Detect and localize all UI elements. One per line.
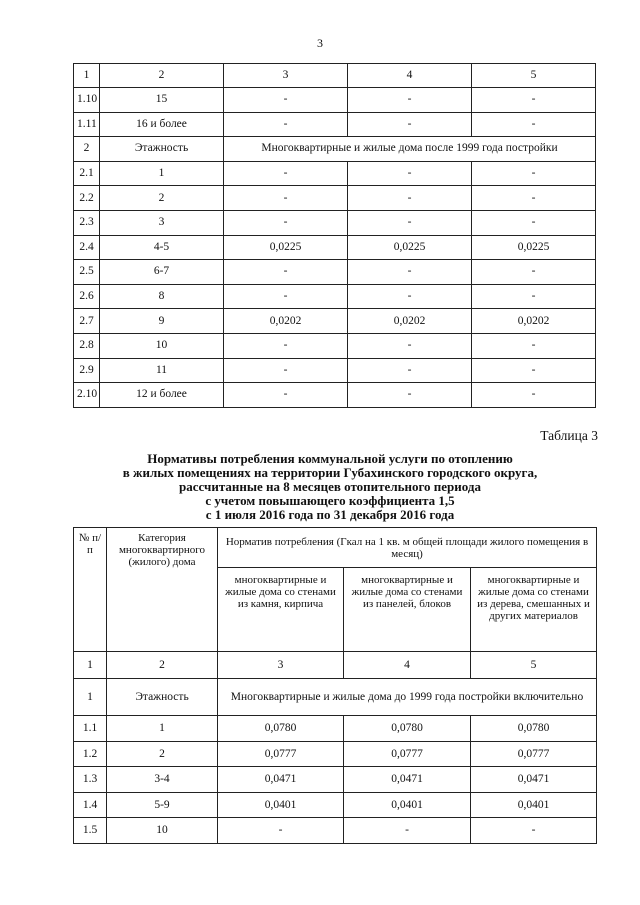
value-cell: - [224, 383, 348, 408]
value-cell: - [224, 260, 348, 285]
row-label-cell: 3-4 [107, 767, 218, 793]
table-row [74, 210, 596, 235]
row-number-cell: 1.11 [74, 112, 100, 137]
title-line: с учетом повышающего коэффициента 1,5 [205, 493, 455, 508]
value-cell: 3 [218, 652, 344, 679]
row-label-cell: 3 [100, 210, 224, 235]
value-cell: 0,0225 [348, 235, 472, 260]
value-cell: 0,0202 [472, 309, 596, 334]
table-row [74, 186, 596, 211]
table-row [74, 383, 596, 408]
col-header-category: Категория многоквартирного (жилого) дома [107, 528, 218, 652]
value-cell: 0,0777 [218, 741, 344, 767]
value-cell: 4 [344, 652, 471, 679]
value-cell: - [472, 88, 596, 113]
row-label-cell: 12 и более [100, 383, 224, 408]
table-row [74, 792, 597, 818]
row-label-cell: 2 [100, 64, 224, 88]
table-row [74, 358, 596, 383]
value-cell: Многоквартирные и жилые дома после 1999 года постройки [224, 137, 596, 162]
row-label-cell: 2 [107, 741, 218, 767]
value-cell: 0,0780 [218, 716, 344, 742]
table-row [74, 818, 597, 844]
value-cell: - [344, 818, 471, 844]
value-cell: - [472, 161, 596, 186]
value-cell: 0,0401 [218, 792, 344, 818]
table-row [74, 767, 597, 793]
row-label-cell: 2 [107, 652, 218, 679]
table-row [74, 679, 597, 716]
table-row [74, 741, 597, 767]
value-cell: - [348, 358, 472, 383]
table-row [74, 88, 596, 113]
value-cell: 0,0471 [218, 767, 344, 793]
value-cell: 0,0777 [471, 741, 597, 767]
value-cell: - [348, 112, 472, 137]
value-cell: - [348, 284, 472, 309]
row-number-cell: 2.7 [74, 309, 100, 334]
row-number-cell: 1.1 [74, 716, 107, 742]
col-header-norm: Норматив потребления (Гкал на 1 кв. м общей площади жилого помещения в месяц) [218, 528, 597, 568]
row-number-cell: 2.2 [74, 186, 100, 211]
row-label-cell: 4-5 [100, 235, 224, 260]
row-number-cell: 2.4 [74, 235, 100, 260]
value-cell: - [472, 186, 596, 211]
table-row [74, 161, 596, 186]
table-row [74, 112, 596, 137]
row-label-cell: 5-9 [107, 792, 218, 818]
document-title [60, 452, 600, 522]
value-cell: 0,0471 [344, 767, 471, 793]
value-cell: - [472, 284, 596, 309]
value-cell: - [224, 112, 348, 137]
sub-col-panels-blocks: многоквартирные и жилые дома со стенами из панелей, блоков [344, 568, 471, 652]
value-cell: - [224, 88, 348, 113]
table-row [74, 716, 597, 742]
value-cell: Многоквартирные и жилые дома до 1999 года постройки включительно [218, 679, 597, 716]
value-cell: 3 [224, 64, 348, 88]
value-cell: - [348, 260, 472, 285]
standards-table-continuation [73, 63, 596, 408]
value-cell: - [472, 358, 596, 383]
row-number-cell: 1.2 [74, 741, 107, 767]
row-number-cell: 2.10 [74, 383, 100, 408]
row-label-cell: Этажность [107, 679, 218, 716]
row-label-cell: 1 [100, 161, 224, 186]
row-number-cell: 1 [74, 679, 107, 716]
table-row [74, 284, 596, 309]
value-cell: 0,0225 [224, 235, 348, 260]
table-row [74, 652, 597, 679]
value-cell: - [348, 88, 472, 113]
value-cell: - [472, 333, 596, 358]
value-cell: - [472, 112, 596, 137]
table-row [74, 260, 596, 285]
value-cell: - [348, 210, 472, 235]
value-cell: - [224, 358, 348, 383]
value-cell: 0,0225 [472, 235, 596, 260]
row-label-cell: 10 [107, 818, 218, 844]
value-cell: 0,0202 [348, 309, 472, 334]
value-cell: - [348, 383, 472, 408]
value-cell: 0,0401 [471, 792, 597, 818]
value-cell: - [472, 383, 596, 408]
value-cell: - [472, 210, 596, 235]
sub-col-wood-mixed: многоквартирные и жилые дома со стенами из дерева, смешанных и других материалов [471, 568, 597, 652]
value-cell: 4 [348, 64, 472, 88]
table-3 [73, 527, 597, 844]
table-row [74, 137, 596, 162]
row-number-cell: 2.1 [74, 161, 100, 186]
table-row [74, 333, 596, 358]
row-label-cell: 16 и более [100, 112, 224, 137]
value-cell: - [224, 284, 348, 309]
title-line: с 1 июля 2016 года по 31 декабря 2016 года [205, 507, 455, 522]
row-number-cell: 1 [74, 652, 107, 679]
page-number: 3 [317, 36, 323, 50]
row-label-cell: 2 [100, 186, 224, 211]
table-row [74, 309, 596, 334]
value-cell: - [224, 333, 348, 358]
row-number-cell: 1.3 [74, 767, 107, 793]
col-header-number: № п/п [74, 528, 107, 652]
table-3-label: Таблица 3 [540, 428, 598, 443]
row-label-cell: Этажность [100, 137, 224, 162]
table-row [74, 64, 596, 88]
row-label-cell: 10 [100, 333, 224, 358]
value-cell: - [471, 818, 597, 844]
value-cell: - [224, 186, 348, 211]
value-cell: 0,0202 [224, 309, 348, 334]
value-cell: 0,0471 [471, 767, 597, 793]
value-cell: - [224, 161, 348, 186]
table-row [74, 235, 596, 260]
title-line: Нормативы потребления коммунальной услуги по отоплению [147, 451, 513, 466]
title-line: рассчитанные на 8 месяцев отопительного периода [179, 479, 481, 494]
value-cell: 0,0401 [344, 792, 471, 818]
value-cell: - [218, 818, 344, 844]
row-number-cell: 1.10 [74, 88, 100, 113]
value-cell: - [472, 260, 596, 285]
title-line: в жилых помещениях на территории Губахинского городского округа, [122, 465, 538, 480]
row-label-cell: 6-7 [100, 260, 224, 285]
value-cell: 0,0777 [344, 741, 471, 767]
row-label-cell: 9 [100, 309, 224, 334]
row-number-cell: 1 [74, 64, 100, 88]
row-number-cell: 2.6 [74, 284, 100, 309]
value-cell: - [348, 161, 472, 186]
row-number-cell: 2.3 [74, 210, 100, 235]
row-number-cell: 1.5 [74, 818, 107, 844]
row-label-cell: 15 [100, 88, 224, 113]
value-cell: 5 [472, 64, 596, 88]
row-label-cell: 1 [107, 716, 218, 742]
value-cell: 0,0780 [471, 716, 597, 742]
row-number-cell: 2.9 [74, 358, 100, 383]
value-cell: - [348, 186, 472, 211]
row-number-cell: 2 [74, 137, 100, 162]
row-label-cell: 8 [100, 284, 224, 309]
row-number-cell: 2.5 [74, 260, 100, 285]
value-cell: 0,0780 [344, 716, 471, 742]
row-label-cell: 11 [100, 358, 224, 383]
sub-col-stone-brick: многоквартирные и жилые дома со стенами из камня, кирпича [218, 568, 344, 652]
row-number-cell: 1.4 [74, 792, 107, 818]
value-cell: - [348, 333, 472, 358]
value-cell: 5 [471, 652, 597, 679]
row-number-cell: 2.8 [74, 333, 100, 358]
value-cell: - [224, 210, 348, 235]
